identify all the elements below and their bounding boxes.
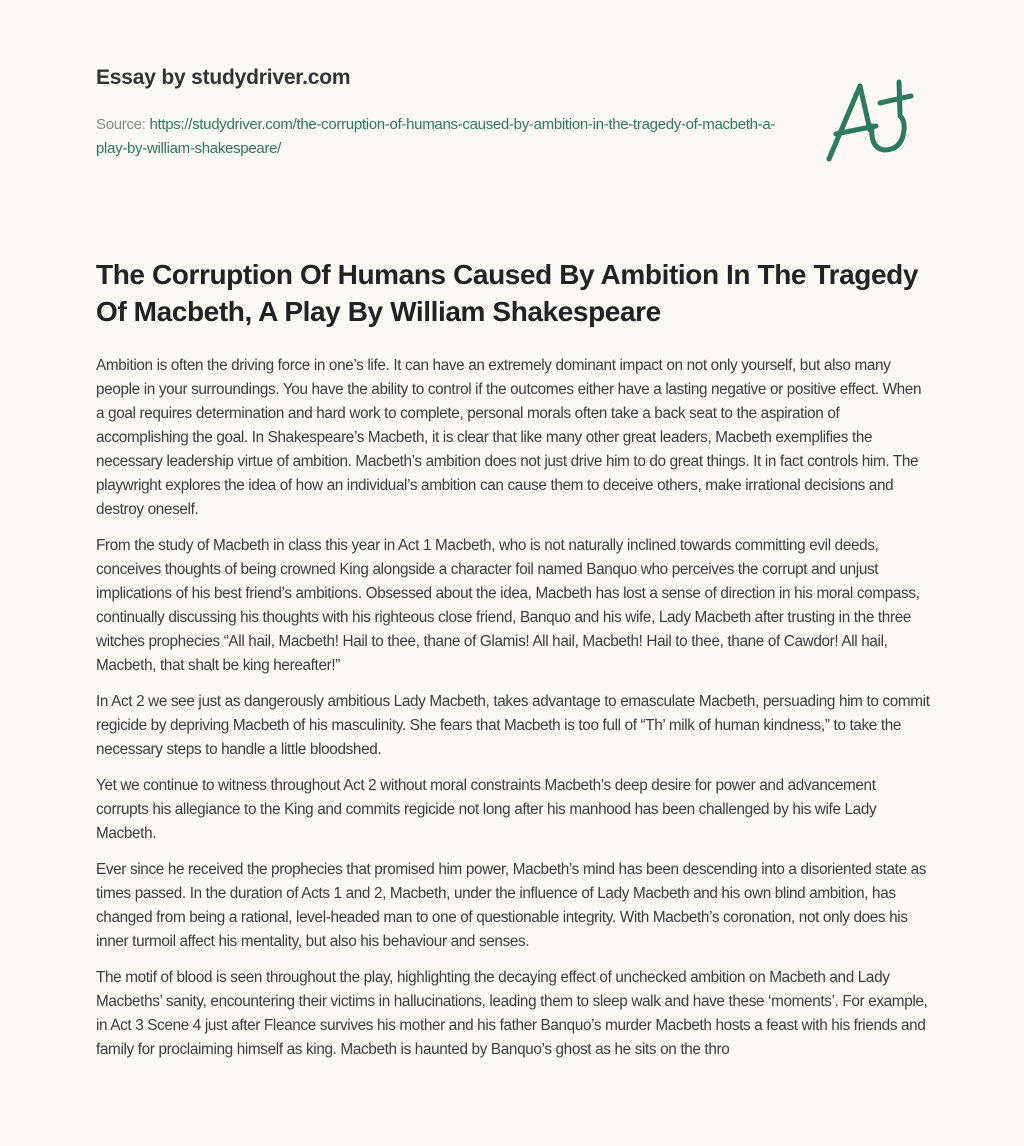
essay-paragraph: Ever since he received the prophecies that promised him power, Macbeth’s mind has been descending into a disoriented state as times passed. In the duration of Acts 1 and 2, Macbeth, under the influence of Lady Macbeth and his own blind ambition, has changed from being a rational, level-headed man to one of questionable integrity. With Macbeth’s coronation, not only does his inner turmoil affect his mentality, but also his behaviour and senses. <box>96 861 927 950</box>
site-header <box>96 66 776 161</box>
essay-title: The Corruption Of Humans Caused By Ambition In The Tragedy Of Macbeth, A Play By William Shakespeare <box>96 259 919 327</box>
source-line <box>96 113 776 161</box>
essay-paragraph: Yet we continue to witness throughout Act 2 without moral constraints Macbeth’s deep desire for power and advancement corrupts his allegiance to the King and commits regicide not long after his manhood has been challenged by his wife Lady Macbeth. <box>96 777 877 842</box>
essay-paragraph: From the study of Macbeth in class this year in Act 1 Macbeth, who is not naturally inclined towards committing evil deeds, conceives thoughts of being crowned King alongside a character foil named Banquo who perceives the corrupt and unjust implications of his best friend’s ambitions. Obsessed about the idea, Macbeth has lost a sense of direction in his moral compass, continually discussing his thoughts with his righteous close friend, Banquo and his wife, Lady Macbeth after trusting in the three witches prophecies “All hail, Macbeth! Hail to thee, thane of Glamis! All hail, Macbeth! Hail to thee, thane of Cawdor! All hail, Macbeth, that shalt be king hereafter!” <box>96 537 920 674</box>
a-plus-grade-icon <box>820 68 930 168</box>
source-link[interactable]: https://studydriver.com/the-corruption-of-humans-caused-by-ambition-in-the-tragedy-of-macbeth-a-play-by-william-shakespeare/ <box>96 116 776 157</box>
essay-paragraph: The motif of blood is seen throughout the play, highlighting the decaying effect of unchecked ambition on Macbeth and Lady Macbeths’ sanity, encountering their victims in hallucinations, leading them to sleep walk and have these ‘moments’. For example, in Act 3 Scene 4 just after Fleance survives his mother and his father Banquo’s murder Macbeth hosts a feast with his friends and family for proclaiming himself as king. Macbeth is haunted by Banquo’s ghost as he sits on the thro <box>96 969 928 1058</box>
essay-paragraph: Ambition is often the driving force in one’s life. It can have an extremely dominant impact on not only yourself, but also many people in your surroundings. You have the ability to control if the outcomes either have a lasting negative or positive effect. When a goal requires determination and hard work to complete, personal morals often take a back seat to the aspiration of accomplishing the goal. In Shakespeare’s Macbeth, it is clear that like many other great leaders, Macbeth exemplifies the necessary leadership virtue of ambition. Macbeth’s ambition does not just drive him to do great things. It in fact controls him. The playwright explores the idea of how an individual’s ambition can cause them to deceive others, make irrational decisions and destroy oneself. <box>96 357 922 518</box>
site-brand: Essay by studydriver.com <box>96 66 351 89</box>
source-label: Source: <box>96 116 150 133</box>
essay-content <box>96 256 930 1074</box>
essay-paragraph: In Act 2 we see just as dangerously ambitious Lady Macbeth, takes advantage to emasculate Macbeth, persuading him to commit regicide by depriving Macbeth of his masculinity. She fears that Macbeth is too full of “Th’ milk of human kindness,” to take the necessary steps to handle a little bloodshed. <box>96 693 930 758</box>
